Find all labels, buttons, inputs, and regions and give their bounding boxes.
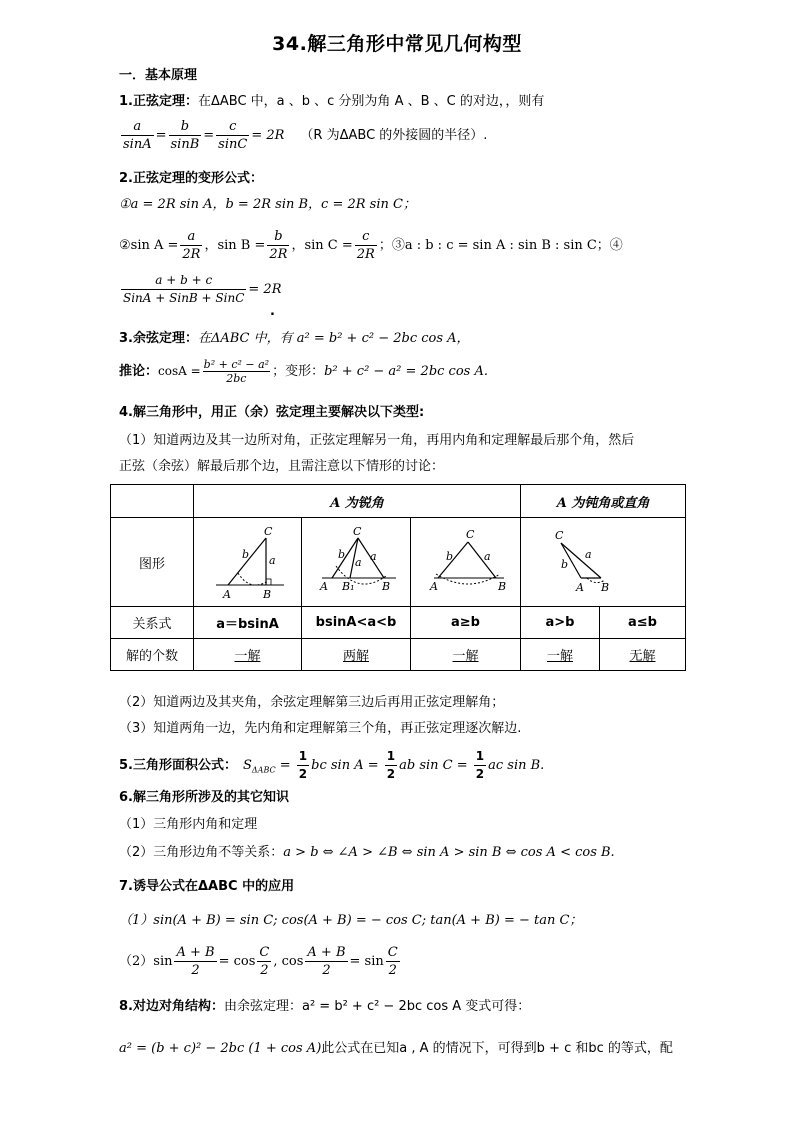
figure-2 [302,518,411,607]
item-7-label: 7.诱导公式在ΔABC 中的应用 [119,879,295,894]
count-cell: 一解 [234,649,261,664]
svg-text:C: C [263,525,272,538]
figure-4 [521,518,686,607]
count-cell: 一解 [547,649,574,664]
cosine-corollary: 推论：cosA = $\frac{\text{b² + c² − a²}}{2bc}$ ；变形：b² + c² − a² = 2bc cos A. [119,358,488,385]
item-8-formula: a² = (b + c)² − 2bc (1 + cos A)此公式在已知a , A 的情况下，可得到b + c 和bc 的等式，配 [119,1041,673,1056]
count-cell: 一解 [452,649,479,664]
item-8-line: 8.对边对角结构：由余弦定理：a² = b² + c² − 2bc cos A 变式可得： [119,999,531,1014]
svg-text:b: b [561,558,569,571]
svg-text:B₁: B₁ [342,580,355,593]
sine-variant-1: ①a = 2R sin A，b = 2R sin B，c = 2R sin C； [119,197,416,212]
law-of-sines-formula: $\frac{a}{\sin A}$ = $\frac{b}{\sin B}$ = $\frac{c}{\sin C}$ = 2R （R 为ΔABC 的外接圆的半径）. [123,119,488,152]
row-label-figure: 图形 [111,518,194,607]
fraction: $\frac{c}{\sin C}$ [218,119,248,152]
item-4-label: 4.解三角形中，用正（余）弦定理主要解决以下类型: [119,405,425,420]
svg-text:b: b [338,548,346,561]
svg-text:C: C [353,525,362,538]
item-1-text: 在ΔABC 中，a 、b 、c 分别为角 A 、B 、C 的对边，，则有 [197,94,545,109]
figure-1 [194,518,302,607]
section-heading: 一．基本原理 [119,68,198,83]
case-3: （3）知道两角一边，先内角和定理解第三个角，再正弦定理逐次解边. [119,721,522,736]
period: . [270,304,275,319]
side-angle-inequality: （2）三角形边角不等关系：a > b ⇔ ∠A > ∠B ⇔ sin A > sin B ⇔ cos A < cos B. [119,845,615,860]
header-acute: A 为锐角 [194,485,521,518]
item-6-label: 6.解三角形所涉及的其它知识 [119,790,289,805]
svg-text:A: A [429,580,438,593]
svg-text:C: C [465,528,474,541]
svg-text:B: B [601,581,610,594]
svg-text:A: A [222,588,231,601]
angle-sum: （1）三角形内角和定理 [119,817,258,832]
row-label-count: 解的个数 [111,639,194,671]
case-2: （2）知道两边及其夹角，余弦定理解第三边后再用正弦定理解角； [119,695,505,710]
sine-variant-2: ②sin A = $\frac{a}{2R}$ ，sin B = $\frac{b}{2R}$ ，sin C = $\frac{c}{2R}$ ；③a : b : c = sin A : sin B : sin C；④ [119,229,623,262]
count-cell: 无解 [629,649,656,664]
svg-text:a: a [483,550,491,563]
figure-3 [411,518,521,607]
relation-cell: a≤b [600,607,686,639]
svg-text:b: b [445,550,453,563]
relation-cell: a>b [521,607,600,639]
svg-text:b: b [241,548,249,561]
svg-text:B: B [497,580,506,593]
count-cell: 两解 [342,649,369,664]
svg-text:a: a [268,554,276,567]
item-2-label: 2.正弦定理的变形公式： [119,171,263,186]
row-label-relation: 关系式 [111,607,194,639]
relation-cell: bsinA<a<b [302,607,411,639]
svg-text:a: a [370,550,377,563]
svg-text:B: B [382,580,391,593]
svg-text:A: A [320,580,328,593]
radius-note: （R 为ΔABC 的外接圆的半径）. [300,128,488,143]
page-title: 34.解三角形中常见几何构型 [272,33,522,55]
induction-formula-1: （1）sin(A + B) = sin C; cos(A + B) = − cos C; tan(A + B) = − tan C； [119,913,583,928]
svg-text:a: a [355,556,362,569]
law-of-cosines-line: 3.余弦定理：在ΔABC 中，有 a² = b² + c² − 2bc cos A， [119,331,470,346]
cases-table [110,484,686,671]
item-1-label: 1.正弦定理： [119,94,198,109]
svg-text:a: a [585,548,592,561]
law-of-sines-line [119,93,544,111]
fraction: $\frac{b}{\sin B}$ [170,119,200,152]
area-formula: 5.三角形面积公式： $S_{\Delta ABC}$ = $\frac{1}{2}$ bc sin A = $\frac{1}{2}$ ab sin C = $\frac{1}{2}$ ac sin B. [119,749,545,781]
relation-cell: a＝bsinA [194,607,302,639]
svg-text:B: B [262,588,271,601]
relation-cell: a≥b [411,607,521,639]
case-1-line-2: 正弦（余弦）解最后那个边，且需注意以下情形的讨论： [119,459,445,474]
case-1-line-1: （1）知道两边及其一边所对角，正弦定理解另一角，再用内角和定理解最后那个角，然后 [119,433,635,448]
header-obtuse: A 为钝角或直角 [521,485,686,518]
svg-text:A: A [576,581,584,594]
induction-formula-2: （2）sin $\frac{A + B}{2}$ = cos $\frac{C}{2}$ , cos $\frac{A + B}{2}$ = sin $\frac{C}{2}$ [119,945,398,978]
svg-text:C: C [555,529,564,542]
fraction: $\frac{a}{\sin A}$ [123,119,152,152]
sine-variant-4: $\frac{a + b + c}{\text{SinA + SinB + SinC}}$ = 2R [123,273,282,305]
equals-2r: = 2R [251,128,285,143]
